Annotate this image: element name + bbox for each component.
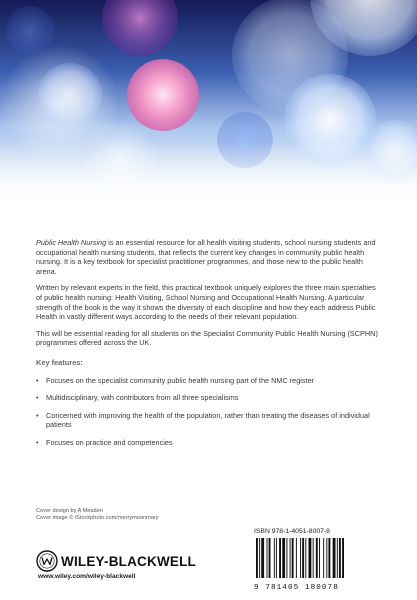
cover-credits <box>36 508 159 522</box>
publisher-logo <box>36 550 196 572</box>
publisher-name: WILEY-BLACKWELL <box>61 553 196 569</box>
publisher-url: www.wiley.com/wiley-blackwell <box>38 573 136 580</box>
book-title-italic: Public Health Nursing <box>36 238 107 247</box>
back-cover-blurb <box>36 238 381 456</box>
key-features-heading: Key features: <box>36 357 83 367</box>
bullet-icon: • <box>36 437 39 447</box>
key-features-list <box>36 376 381 448</box>
cover-image <box>0 0 417 205</box>
barcode-digits: 9 781405 180078 <box>254 584 339 592</box>
key-feature-item: • Focuses on practice and competencies <box>36 437 173 447</box>
isbn-barcode-block <box>254 528 386 592</box>
bokeh-background-image <box>0 0 417 205</box>
bullet-icon: • <box>36 375 39 385</box>
bullet-icon: • <box>36 410 39 420</box>
barcode-icon <box>254 538 386 578</box>
cover-design-credit: Cover design by A Meaden <box>36 508 103 514</box>
bullet-icon: • <box>36 393 39 403</box>
blurb-paragraph-3: This will be essential reading for all students on the Specialist Community Public Health Nursing (SCPHN) programmes offered across the UK. <box>36 328 378 348</box>
key-feature-item: • Multidisciplinary, with contributors from all three specialisms <box>36 393 239 403</box>
cover-image-credit: Cover image © iStockphoto.com/merrymoonmary <box>36 515 159 521</box>
blurb-paragraph-1-text: is an essential resource for all health visiting students, school nursing students and occupational health nursing students, that reflects the current key changes in community public health nursing. It is a key textbook for specialist practitioner programmes, and those new to the public health arena. <box>36 238 376 276</box>
key-feature-item: • Concerned with improving the health of the population, rather than treating the diseases of individual patients <box>36 410 370 430</box>
blurb-paragraph-2: Written by relevant experts in the field, this practical textbook uniquely explores the three main specialties of public health nursing: Health Visiting, School Nursing and Occupational Health Nursing. A particular strength of the book is the way it shows the diversity of each discipline and how they each address Public Health in vastly different ways according to the needs of their relevant population. <box>36 283 376 322</box>
isbn-label: ISBN 978-1-4051-8007-8 <box>254 528 330 535</box>
blurb-paragraph-1 <box>36 238 381 276</box>
key-feature-item: • Focuses on the specialist community public health nursing part of the NMC register <box>36 375 315 385</box>
wiley-blackwell-emblem-icon <box>36 550 58 572</box>
publisher-block <box>36 550 196 580</box>
